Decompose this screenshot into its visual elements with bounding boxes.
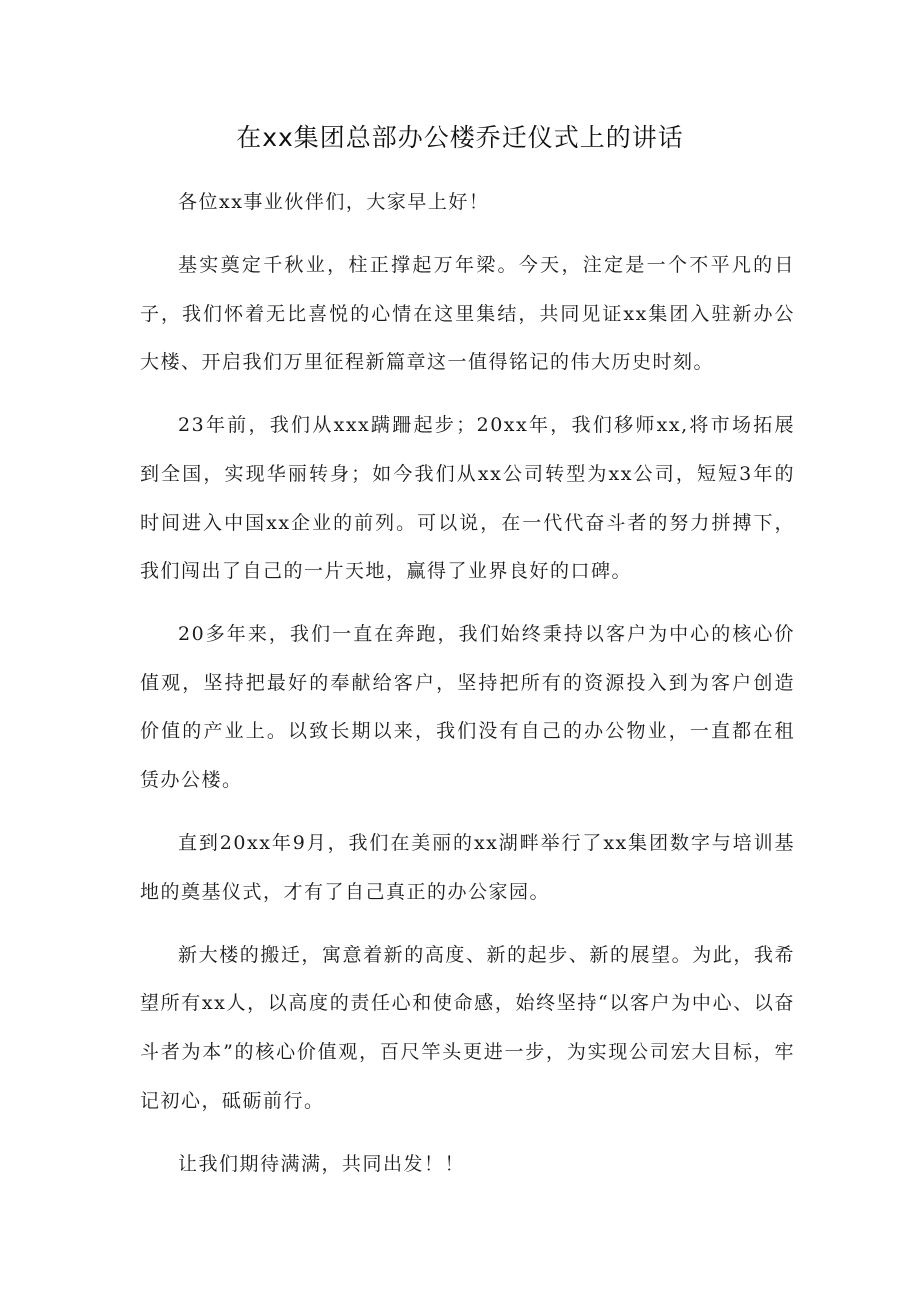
paragraph-values: 20多年来，我们一直在奔跑，我们始终秉持以客户为中心的核心价值观，坚持把最好的奉献给客户，坚持把所有的资源投入到为客户创造价值的产业上。以致长期以来，我们没有自己的办公物业，一直都在租赁办公楼。	[140, 623, 795, 792]
paragraph-closing: 让我们期待满满，共同出发！！	[178, 1152, 466, 1175]
paragraph-history: 23年前，我们从xxx蹒跚起步；20xx年，我们移师xx,将市场拓展到全国，实现华丽转身；如今我们从xx公司转型为xx公司，短短3年的时间进入中国xx企业的前列。可以说，在一代代奋斗者的努力拼搏下，我们闯出了自己的一片天地，赢得了业界良好的口碑。	[140, 414, 795, 583]
paragraph-groundbreaking: 直到20xx年9月，我们在美丽的xx湖畔举行了xx集团数字与培训基地的奠基仪式，才有了自己真正的办公家园。	[140, 832, 795, 903]
paragraph-expectation: 新大楼的搬迁，寓意着新的高度、新的起步、新的展望。为此，我希望所有xx人，以高度的责任心和使命感，始终坚持“以客户为中心、以奋斗者为本”的核心价值观，百尺竿头更进一步，为实现公司宏大目标，牢记初心，砥砺前行。	[140, 943, 795, 1112]
document-title: 在xx集团总部办公楼乔迁仪式上的讲话	[236, 123, 684, 152]
document-body	[140, 178, 795, 1188]
paragraph-opening: 基实奠定千秋业，柱正撑起万年梁。今天，注定是一个不平凡的日子，我们怀着无比喜悦的心情在这里集结，共同见证xx集团入驻新办公大楼、开启我们万里征程新篇章这一值得铭记的伟大历史时刻。	[140, 254, 795, 374]
paragraph-greeting: 各位xx事业伙伴们，大家早上好！	[178, 191, 490, 213]
